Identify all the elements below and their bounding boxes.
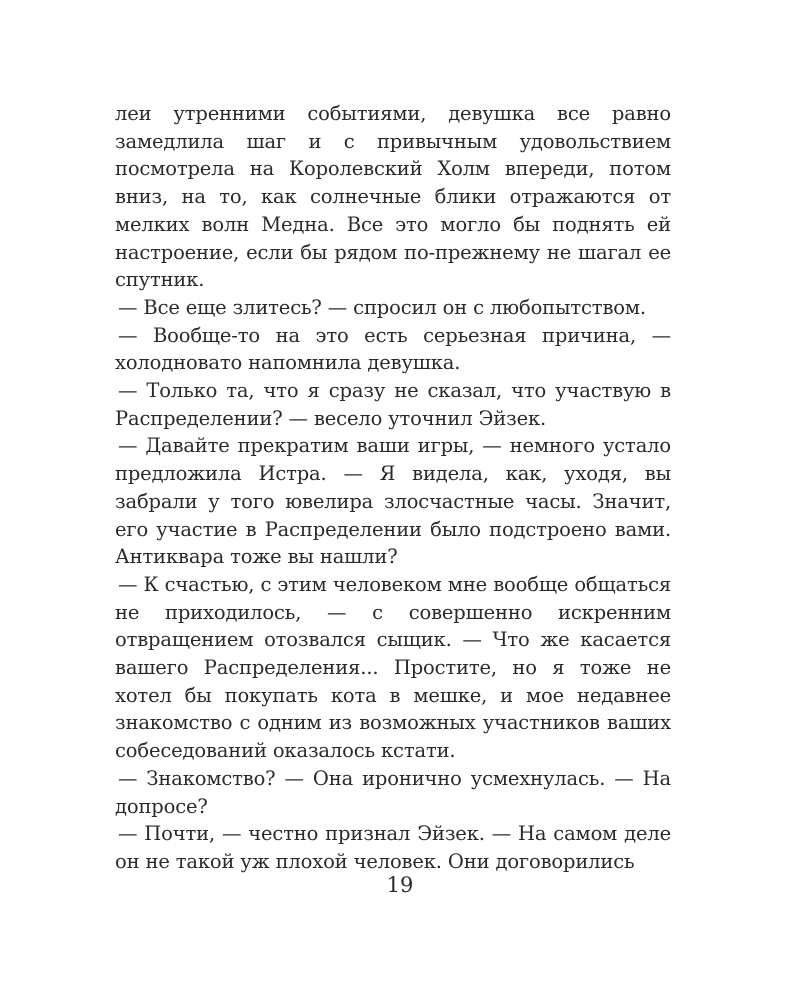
paragraph-dialogue: — Почти, — честно признал Эйзек. — На самом деле он не такой уж плохой человек. Они договорились xyxy=(115,822,671,873)
paragraph-dialogue: — Только та, что я сразу не сказал, что участвую в Распределении? — весело уточнил Эйзек. xyxy=(115,379,671,430)
paragraph-dialogue: — Давайте прекратим ваши игры, — немного устало предложила Истра. — Я видела, как, уходя, вы забрали у того ювелира злосчастные часы. Значит, его участие в Распределении было подстроено вами. Антиквара тоже вы нашли? xyxy=(115,434,671,569)
page-number: 19 xyxy=(386,873,414,897)
paragraph-dialogue: — К счастью, с этим человеком мне вообще общаться не приходилось, — с совершенно искренним отвращением отозвался сыщик. — Что же касается вашего Распределения... Простите, но я тоже не хотел бы покупать кота в мешке, и мое недавнее знакомство с одним из возможных участников ваших собеседований оказалось кстати. xyxy=(115,572,671,763)
paragraph-continuation: леи утренними событиями, девушка все равно замедлила шаг и с привычным удовольствием посмотрела на Королевский Холм впереди, потом вниз, на то, как солнечные блики отражаются от мелких волн Медна. Все это могло бы поднять ей настроение, если бы рядом по-прежнему не шагал ее спутник. xyxy=(115,102,671,292)
page-body-text xyxy=(115,100,671,876)
paragraph-dialogue: — Знакомство? — Она иронично усмехнулась. — На допросе? xyxy=(115,766,671,818)
paragraph-dialogue: — Вообще-то на это есть серьезная причина, — холодновато напомнила девушка. xyxy=(115,323,671,375)
paragraph-dialogue: — Все еще злитесь? — спросил он с любопытством. xyxy=(118,295,646,319)
